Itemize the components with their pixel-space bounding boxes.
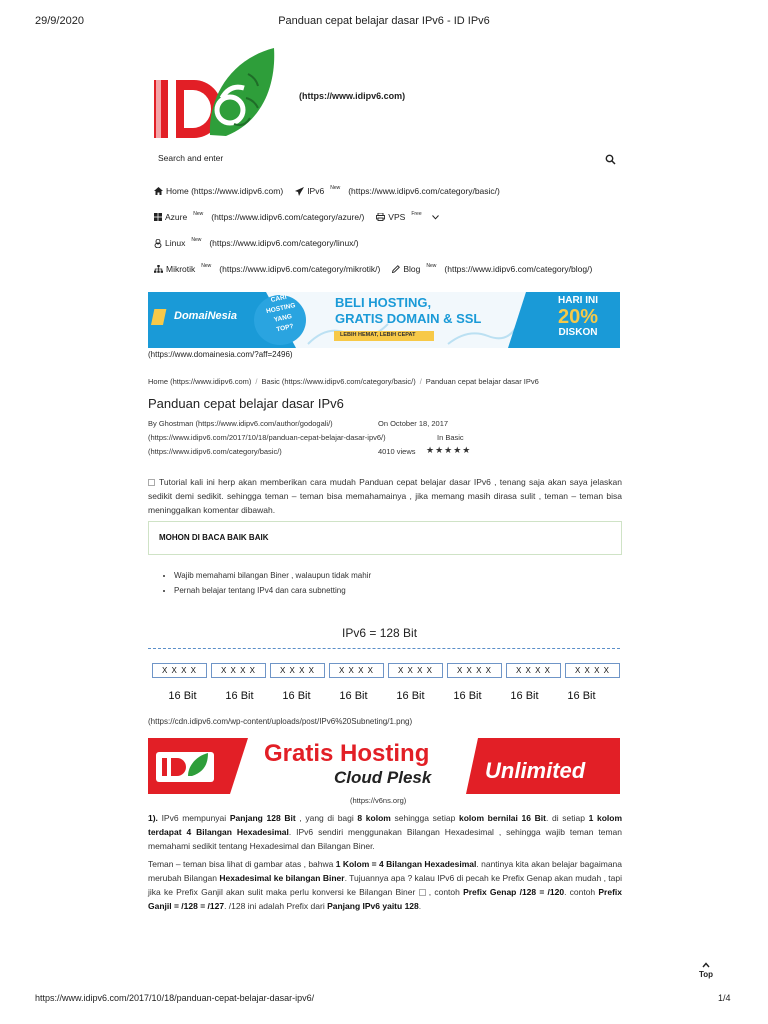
emphasis: 1 Kolom = 4 Bilangan Hexadesimal — [335, 859, 477, 869]
bubble-line: TOP? — [275, 322, 295, 334]
new-badge: New — [201, 263, 212, 269]
bubble-line: HOSTING — [265, 302, 297, 316]
paragraph-1 — [148, 811, 622, 853]
windows-icon — [154, 213, 162, 221]
menu-item-mikrotik[interactable] — [154, 264, 380, 274]
domainesia-link[interactable]: (https://www.domainesia.com/?aff=2496) — [148, 350, 293, 359]
logo-link[interactable]: (https://www.idipv6.com) — [299, 91, 406, 101]
paragraph-2 — [148, 857, 622, 913]
emphasis: Hexadesimal ke bilangan Biner — [219, 873, 345, 883]
new-badge: New — [426, 263, 437, 269]
text: , yang di bagi — [295, 813, 358, 823]
page-number: 1/4 — [718, 993, 731, 1003]
breadcrumb-home[interactable]: Home (https://www.idipv6.com) — [148, 377, 252, 386]
bit-label: 16 Bit — [168, 690, 197, 702]
back-to-top-button[interactable] — [699, 961, 713, 979]
bit-labels — [154, 690, 610, 702]
menu-blog-url: (https://www.idipv6.com/category/blog/) — [444, 264, 593, 274]
menu-linux-url: (https://www.idipv6.com/category/linux/) — [209, 238, 359, 248]
linux-icon — [154, 239, 162, 248]
bit-label: 16 Bit — [225, 690, 254, 702]
category-url[interactable]: (https://www.idipv6.com/category/basic/) — [148, 447, 282, 456]
menu-blog-label: Blog — [403, 264, 421, 274]
text: , contoh — [425, 887, 464, 897]
text: . — [418, 901, 422, 911]
bubble-line: YANG — [273, 313, 293, 324]
banner2-badge: Unlimited — [485, 758, 586, 783]
text: IPv6 mempunyai — [157, 813, 230, 823]
chevron-up-icon — [702, 962, 710, 968]
menu-ipv6-url: (https://www.idipv6.com/category/basic/) — [348, 186, 500, 196]
domainesia-brand: DomaiNesia — [174, 310, 237, 322]
placeholder-glyph-icon — [419, 889, 426, 896]
emphasis: Panjang 128 Bit — [229, 813, 296, 823]
emphasis: Prefix Ganjil = /128 = /127 — [148, 887, 622, 911]
banner-tagline: LEBIH HEMAT, LEBIH CEPAT — [340, 332, 416, 338]
intro-text: Tutorial kali ini herp akan memberikan cara mudah Panduan cepat belajar dasar IPv6 , tenang saja akan saya jelaskan sedikit demi sedikit. sehingga teman – teman bisa memahamainya , jika memang masih dirasa sulit , teman – teman bisa meninggalkan komentar dibawah. — [148, 477, 622, 515]
permalink[interactable]: (https://www.idipv6.com/2017/10/18/panduan-cepat-belajar-dasar-ipv6/) — [148, 433, 386, 442]
bit-label: 16 Bit — [567, 690, 596, 702]
domainesia-banner[interactable] — [148, 292, 620, 348]
hex-group: X X X X — [211, 663, 266, 678]
diagram-source-link[interactable]: (https://cdn.idipv6.com/wp-content/uploads/post/IPv6%20Subneting/1.png) — [148, 717, 413, 726]
text: . Tujuannya apa ? kalau IPv6 di pecah ke Prefix Genap akan mudah , tapi jika ke Prefix Ganjil akan sulit maka perlu konversi ke Bilangan Biner — [148, 873, 622, 897]
bit-label: 16 Bit — [453, 690, 482, 702]
view-count: 4010 views — [378, 447, 416, 456]
menu-home-url: (https://www.idipv6.com) — [191, 186, 284, 196]
banner-promo — [543, 295, 613, 339]
bubble-line: CARI — [270, 293, 288, 304]
hex-group: X X X X — [270, 663, 325, 678]
text: . /128 ini adalah Prefix dari — [224, 901, 328, 911]
menu-item-ipv6[interactable] — [295, 186, 500, 196]
menu-item-vps[interactable] — [376, 212, 441, 222]
emphasis: 1 kolom terdapat 4 Bilangan Hexadesimal — [148, 813, 623, 837]
text: Teman – teman bisa lihat di gambar atas , bahwa — [148, 859, 336, 869]
print-date: 29/9/2020 — [35, 15, 84, 27]
new-badge: New — [330, 185, 341, 191]
gratis-hosting-banner[interactable] — [148, 738, 620, 794]
menu-item-linux[interactable] — [154, 238, 359, 248]
footer-url: https://www.idipv6.com/2017/10/18/panduan-cepat-belajar-dasar-ipv6/ — [35, 993, 315, 1003]
bit-label: 16 Bit — [339, 690, 368, 702]
hex-group: X X X X — [152, 663, 207, 678]
printer-icon — [376, 213, 385, 221]
search-icon[interactable] — [605, 152, 616, 170]
banner2-line2: Cloud Plesk — [334, 768, 432, 787]
category-label[interactable]: In Basic — [437, 433, 464, 442]
diagram-divider — [148, 648, 620, 649]
menu-azure-url: (https://www.idipv6.com/category/azure/) — [211, 212, 365, 222]
post-date: On October 18, 2017 — [378, 419, 449, 428]
headline-line-2: GRATIS DOMAIN & SSL — [335, 311, 482, 326]
breadcrumb: Home (https://www.idipv6.com) / Basic (https://www.idipv6.com/category/basic/) / Panduan cepat belajar dasar IPv6 — [148, 377, 539, 386]
requirements-list — [164, 568, 371, 598]
menu-mikrotik-label: Mikrotik — [166, 264, 196, 274]
banner-headline — [335, 295, 481, 327]
chevron-down-icon[interactable] — [432, 215, 439, 220]
emphasis: kolom bernilai 16 Bit — [458, 813, 546, 823]
author-link[interactable]: By Ghostman (https://www.idipv6.com/author/godogali/) — [148, 419, 333, 428]
bit-label: 16 Bit — [510, 690, 539, 702]
hex-group: X X X X — [388, 663, 443, 678]
menu-home-label: Home — [166, 186, 189, 196]
page-title: Panduan cepat belajar dasar IPv6 — [148, 396, 344, 411]
bit-label: 16 Bit — [396, 690, 425, 702]
promo-top: HARI INI — [558, 295, 598, 306]
hex-group: X X X X — [506, 663, 561, 678]
intro-paragraph — [148, 475, 622, 517]
breadcrumb-basic[interactable]: Basic (https://www.idipv6.com/category/basic/) — [261, 377, 416, 386]
text: . di setiap — [545, 813, 589, 823]
headline-line-1: BELI HOSTING, — [335, 295, 432, 310]
hex-group: X X X X — [565, 663, 620, 678]
paper-plane-icon — [295, 187, 304, 196]
list-item: • Pernah belajar tentang IPv4 dan cara subnetting — [174, 583, 371, 598]
rating-stars[interactable]: ★★★★★ — [426, 445, 472, 455]
hex-group-boxes — [152, 663, 624, 678]
menu-ipv6-label: IPv6 — [307, 186, 325, 196]
hex-group: X X X X — [447, 663, 502, 678]
menu-azure-label: Azure — [165, 212, 188, 222]
hex-group: X X X X — [329, 663, 384, 678]
menu-mikrotik-url: (https://www.idipv6.com/category/mikrotik/) — [219, 264, 381, 274]
search-bar[interactable] — [148, 149, 620, 169]
print-title: Panduan cepat belajar dasar IPv6 - ID IPv6 — [278, 15, 490, 27]
bit-label: 16 Bit — [282, 690, 311, 702]
menu-item-blog[interactable] — [392, 264, 592, 274]
pencil-icon — [392, 265, 400, 273]
menu-linux-label: Linux — [165, 238, 186, 248]
emphasis: Panjang IPv6 yaitu 128 — [327, 901, 419, 911]
text: . nantinya kita akan belajar bagaimana merubah Bilangan — [148, 859, 622, 883]
text: sehingga setiap — [390, 813, 459, 823]
free-badge: Free — [411, 211, 422, 217]
list-item: • Wajib memahami bilangan Biner , walaupun tidak mahir — [174, 568, 371, 583]
para-number: 1). — [148, 813, 158, 823]
v6ns-link[interactable]: (https://v6ns.org) — [350, 796, 407, 805]
site-logo[interactable] — [148, 40, 298, 150]
promo-bottom: DISKON — [558, 327, 598, 338]
text: . contoh — [564, 887, 599, 897]
menu-item-home[interactable] — [154, 186, 283, 196]
text: . IPv6 sendiri menggunakan Bilangan Hexadesimal , sehingga wajib teman teman memahami sedikit tentang Hexadesimal dan Bilangan Biner. — [148, 827, 622, 851]
search-input[interactable]: Search and enter — [158, 153, 224, 163]
diagram-title: IPv6 = 128 Bit — [342, 626, 418, 640]
new-badge: New — [191, 237, 202, 243]
promo-percent: 20% — [557, 306, 599, 328]
emphasis: 8 kolom — [357, 813, 391, 823]
placeholder-glyph-icon — [148, 479, 155, 486]
breadcrumb-current: Panduan cepat belajar dasar IPv6 — [425, 377, 539, 386]
sitemap-icon — [154, 265, 163, 273]
home-icon — [154, 187, 163, 195]
notice-box — [148, 521, 622, 555]
menu-vps-label: VPS — [388, 212, 406, 222]
banner2-line1: Gratis Hosting — [264, 740, 430, 767]
new-badge: New — [193, 211, 204, 217]
notice-text: MOHON DI BACA BAIK BAIK — [159, 533, 269, 542]
emphasis: Prefix Genap /128 = /120 — [463, 887, 565, 897]
top-label: Top — [699, 970, 714, 979]
menu-item-azure[interactable] — [154, 212, 364, 222]
